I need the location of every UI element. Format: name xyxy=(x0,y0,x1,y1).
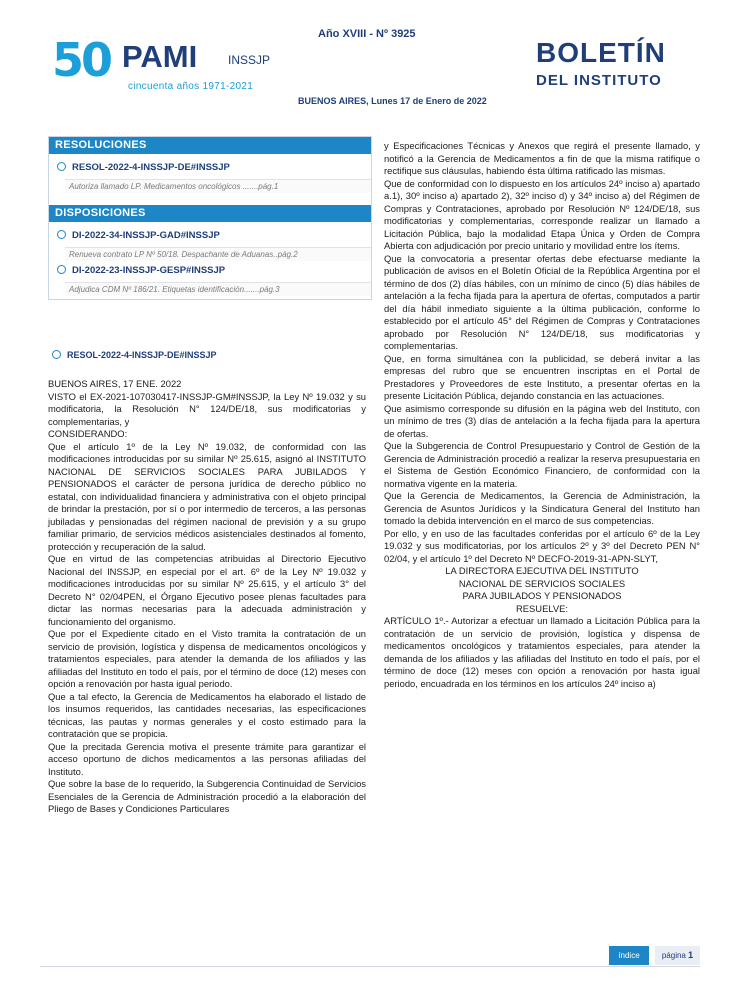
paragraph: y Especificaciones Técnicas y Anexos que regirá el presente llamado, y notificó a la Gerencia de Medicamentos a fin de que la misma ratifique o rectifique sus cláusulas, habiendo ésta última ratificado las mismas. xyxy=(384,140,700,176)
paragraph: Que sobre la base de lo requerido, la Subgerencia Continuidad de Servicios Esenciales de la Gerencia de Administración procedió a la elaboración del Pliego de Bases y Condiciones Particulares xyxy=(48,778,366,814)
bullet-icon xyxy=(52,350,61,359)
article-heading xyxy=(52,350,217,360)
logo-tagline: cincuenta años 1971-2021 xyxy=(128,81,254,92)
index-link-resol-2022-4[interactable] xyxy=(57,162,230,173)
index-link-label: RESOL-2022-4-INSSJP-DE#INSSJP xyxy=(72,162,230,173)
paragraph: Que la convocatoria a presentar ofertas debe efectuarse mediante la publicación de avisos en el Boletín Oficial de la República Argentina por el término de dos (2) días hábiles, con un mínimo de cinco (5) días hábiles de antelación a la fecha fijada para la apertura de ofertas, computados a partir del día hábil inmediato siguiente a la última publicación, conforme lo establecido por el artículo 45° del Régimen de Compras y Contrataciones aprobado por Resolución N° 124/DE/18, sus modificatorias y complementarias. xyxy=(384,252,700,351)
paragraph: Que la precitada Gerencia motiva el presente trámite para garantizar el acceso oportuno de dichos medicamentos a las personas afiliadas del Instituto. xyxy=(48,740,366,777)
page-indicator xyxy=(655,946,700,965)
bullet-icon xyxy=(57,162,66,171)
article-one: ARTÍCULO 1º.- Autorizar a efectuar un llamado a Licitación Pública para la contratación de un servicio de provisión, logística y dispensa de medicamentos oncológicos y tratamientos especiales, para atender la demanda de los afiliados y las afiliadas del Instituto en todo el país, por el término de doce (12) meses con opción a renovación por hasta igual periodo, encuadrada en los términos en los artículos 24º inciso a) xyxy=(384,615,700,689)
index-link-label: DI-2022-23-INSSJP-GESP#INSSJP xyxy=(72,265,226,276)
footer-divider xyxy=(40,966,700,967)
authority-line: NACIONAL DE SERVICIOS SOCIALES xyxy=(458,577,626,589)
index-description: Autoriza llamado LP. Medicamentos oncológicos .......pág.1 xyxy=(65,179,371,193)
edition-number: Año XVIII - Nº 3925 xyxy=(318,28,416,40)
index-box xyxy=(48,136,372,300)
article-heading-label: RESOL-2022-4-INSSJP-DE#INSSJP xyxy=(67,350,217,360)
page-label: página xyxy=(661,951,686,960)
paragraph: Por ello, y en uso de las facultades conferidas por el artículo 6º de la Ley 19.032 y sus modificatorias, por los artículos 2º y 3º del Decreto PEN N° 02/04, y el artículo 1º del Decreto Nº DECFO-2019-31-APN-SLYT, xyxy=(384,527,700,564)
paragraph: Que de conformidad con lo dispuesto en los artículos 24º inciso a) apartado a.1), 30º inciso a) apartado 2), 32º inciso d) y 34º inciso a) del Régimen de Compras y Contrataciones, aprobado por Resolución Nº 124/DE/18, sus modificatorias y complementarias, corresponde realizar un llamado a Licitación Pública, bajo la modalidad Etapa Única y Orden de Compra Abierta con adjudicación por precio unitario y movilidad entre los ítems. xyxy=(384,177,700,251)
bulletin-title: BOLETÍN xyxy=(536,37,666,68)
paragraph: Que, en forma simultánea con la publicidad, se deberá invitar a las empresas del rubro que se encuentren inscriptas en el Portal de Prestadores y Proveedores de este Instituto, a presentar ofertas en la presente Licitación Pública, dejando constancia en las actuaciones. xyxy=(384,352,700,401)
index-link-label: DI-2022-34-INSSJP-GAD#INSSJP xyxy=(72,230,220,241)
resolves-label: RESUELVE: xyxy=(516,602,568,614)
bullet-icon xyxy=(57,265,66,274)
paragraph: Que la Gerencia de Medicamentos, la Gerencia de Administración, la Gerencia de Asuntos Jurídicos y la Sindicatura General del Instituto han tomado la debida intervención en el marco de sus competencias. xyxy=(384,490,700,526)
paragraph: Que en virtud de las competencias atribuidas al Directorio Ejecutivo Nacional del INSSJP, en especial por el art. 6º de la Ley Nº 19.032 y modificaciones introducidas por su similar Nº 25.615, y el artículo 3° del Decreto N° 02/04PEN, el Órgano Ejecutivo posee plenas facultades para dictar las normas necesarias para la adecuada administración y funcionamiento del organismo. xyxy=(48,553,366,627)
authority-line: PARA JUBILADOS Y PENSIONADOS xyxy=(462,590,622,601)
bullet-icon xyxy=(57,230,66,239)
paragraph: CONSIDERANDO: xyxy=(48,428,128,439)
paragraph: Que asimismo corresponde su difusión en la página web del Instituto, con un mínimo de tres (3) días de antelación a la fecha fijada para la apertura de ofertas. xyxy=(384,402,700,439)
resoluciones-header: RESOLUCIONES xyxy=(49,137,371,154)
paragraph: Que por el Expediente citado en el Visto tramita la contratación de un servicio de provisión, logística y dispensa de medicamentos oncológicos y tratamientos especiales, para atender la demanda de los afiliados y las afiliadas del Instituto en todo el país, por el término de doce (12) meses con opción a renovación por hasta igual periodo. xyxy=(48,628,366,689)
index-link-di-2022-34[interactable] xyxy=(57,230,220,241)
paragraph: VISTO el EX-2021-107030417-INSSJP-GM#INSSJP, la Ley Nº 19.032 y su modificatoria, la Resolución N° 124/DE/18, sus modificatorias y complementarias, y xyxy=(48,390,366,427)
logo-pami-text: PAMI xyxy=(122,39,198,74)
page-number: 1 xyxy=(688,950,694,960)
article-left-column xyxy=(48,378,366,816)
index-description: Adjudica CDM Nº 186/21. Etiquetas identificación.......pág.3 xyxy=(65,282,371,296)
bulletin-subtitle: DEL INSTITUTO xyxy=(536,72,662,89)
paragraph: BUENOS AIRES, 17 ENE. 2022 xyxy=(48,378,182,389)
authority-line: LA DIRECTORA EJECUTIVA DEL INSTITUTO xyxy=(445,565,639,576)
paragraph: Que a tal efecto, la Gerencia de Medicamentos ha elaborado el listado de los insumos requeridos, las cantidades necesarias, las especificaciones técnicas, las pautas y normas generales y el costo estimado para la contratación que se propicia. xyxy=(48,690,366,739)
pami-logo xyxy=(52,34,282,104)
index-link-di-2022-23[interactable] xyxy=(57,265,225,276)
publication-date: BUENOS AIRES, Lunes 17 de Enero de 2022 xyxy=(298,96,487,106)
paragraph: Que el artículo 1º de la Ley Nº 19.032, de conformidad con las modificaciones introducidas por su similar Nº 25.615, asignó al INSTITUTO NACIONAL DE SERVICIOS SOCIALES PARA JUBILADOS Y PENSIONADOS el carácter de persona jurídica de derecho público no estatal, con individualidad financiera y administrativa con el objeto principal de brindar la prestación, por sí o por intermedio de terceros, a las personas jubiladas y pensionadas del régimen nacional de previsión y a su grupo familiar primario, de servicios médicos asistenciales destinados al fomento, protección y recuperación de la salud. xyxy=(48,440,366,552)
logo-inssjp-text: INSSJP xyxy=(228,53,271,67)
logo-fifty: 50 xyxy=(52,33,111,87)
disposiciones-header: DISPOSICIONES xyxy=(49,205,371,222)
paragraph: Que la Subgerencia de Control Presupuestario y Control de Gestión de la Gerencia de Administración procedió a realizar la reserva presupuestaria en el Sistema de Gestión Económico Financiero, de conformidad con la normativa vigente en la materia. xyxy=(384,440,700,489)
index-button[interactable]: índice xyxy=(609,946,649,965)
index-description: Renueva contrato LP Nº 50/18. Despachante de Aduanas..pág.2 xyxy=(65,247,371,261)
article-right-column xyxy=(384,140,700,690)
